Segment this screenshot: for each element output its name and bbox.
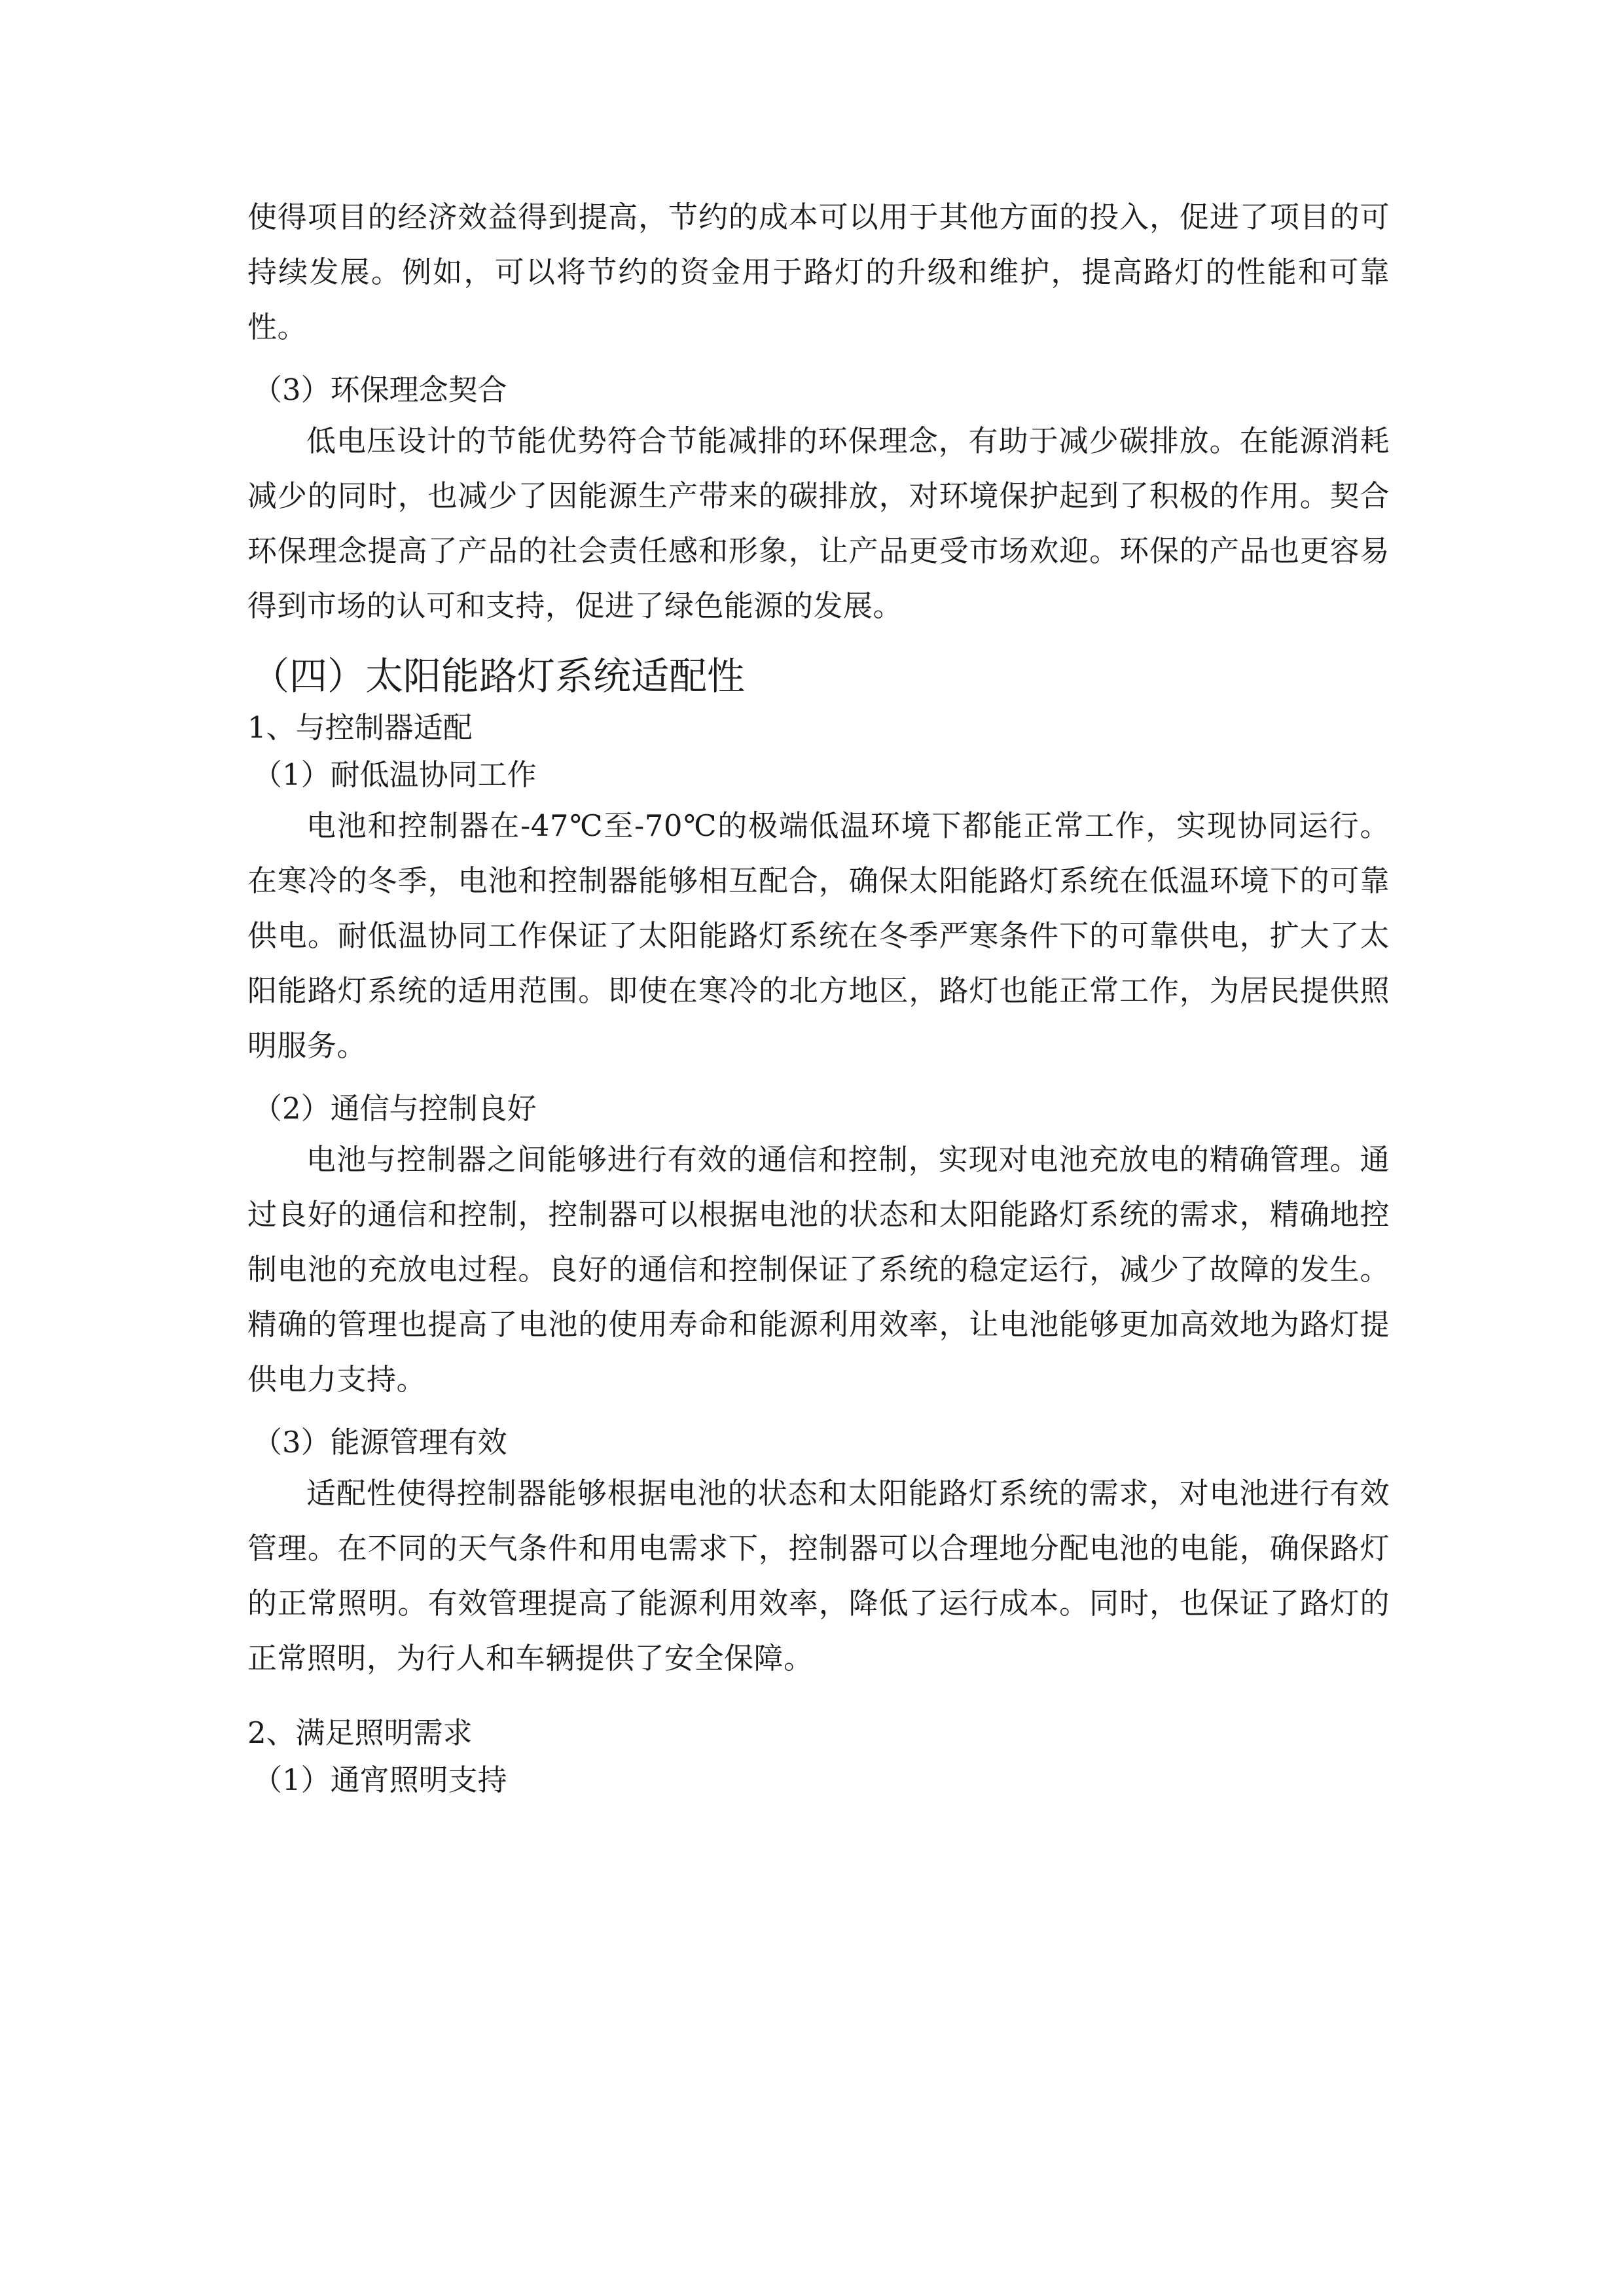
subheading-low-temp: （1）耐低温协同工作 [253, 757, 537, 792]
paragraph-communication: 电池与控制器之间能够进行有效的通信和控制，实现对电池充放电的精确管理。通过良好的通信和控制，控制器可以根据电池的状态和太阳能路灯系统的需求，精确地控制电池的充放电过程。良好的通信和控制保证了系统的稳定运行，减少了故障的发生。精确的管理也提高了电池的使用寿命和能源利用效率，让电池能够更加高效地为路灯提供电力支持。 [247, 1142, 1390, 1397]
paragraph-low-temp: 电池和控制器在-47℃至-70℃的极端低温环境下都能正常工作，实现协同运行。在寒冷的冬季，电池和控制器能够相互配合，确保太阳能路灯系统在低温环境下的可靠供电。耐低温协同工作保证了太阳能路灯系统在冬季严寒条件下的可靠供电，扩大了太阳能路灯系统的适用范围。即使在寒冷的北方地区，路灯也能正常工作，为居民提供照明服务。 [247, 808, 1390, 1063]
paragraph-continued: 使得项目的经济效益得到提高，节约的成本可以用于其他方面的投入，促进了项目的可持续发展。例如，可以将节约的资金用于路灯的升级和维护，提高路灯的性能和可靠性。 [247, 200, 1390, 344]
subheading-communication: （2）通信与控制良好 [253, 1091, 537, 1126]
section-heading-adaptability: （四）太阳能路灯系统适配性 [251, 654, 746, 698]
document-body [247, 190, 1390, 1804]
paragraph-energy-management: 适配性使得控制器能够根据电池的状态和太阳能路灯系统的需求，对电池进行有效管理。在不同的天气条件和用电需求下，控制器可以合理地分配电池的电能，确保路灯的正常照明。有效管理提高了能源利用效率，降低了运行成本。同时，也保证了路灯的正常照明，为行人和车辆提供了安全保障。 [247, 1476, 1390, 1676]
subheading-all-night: （1）通宵照明支持 [253, 1763, 507, 1797]
paragraph-env-concept: 低电压设计的节能优势符合节能减排的环保理念，有助于减少碳排放。在能源消耗减少的同时，也减少了因能源生产带来的碳排放，对环境保护起到了积极的作用。契合环保理念提高了产品的社会责任感和形象，让产品更受市场欢迎。环保的产品也更容易得到市场的认可和支持，促进了绿色能源的发展。 [247, 423, 1390, 623]
heading-controller-adaptation: 1、与控制器适配 [247, 710, 473, 745]
subheading-energy-management: （3）能源管理有效 [253, 1425, 507, 1460]
heading-lighting-needs: 2、满足照明需求 [247, 1715, 473, 1750]
subheading-env-concept: （3）环保理念契合 [253, 372, 507, 407]
